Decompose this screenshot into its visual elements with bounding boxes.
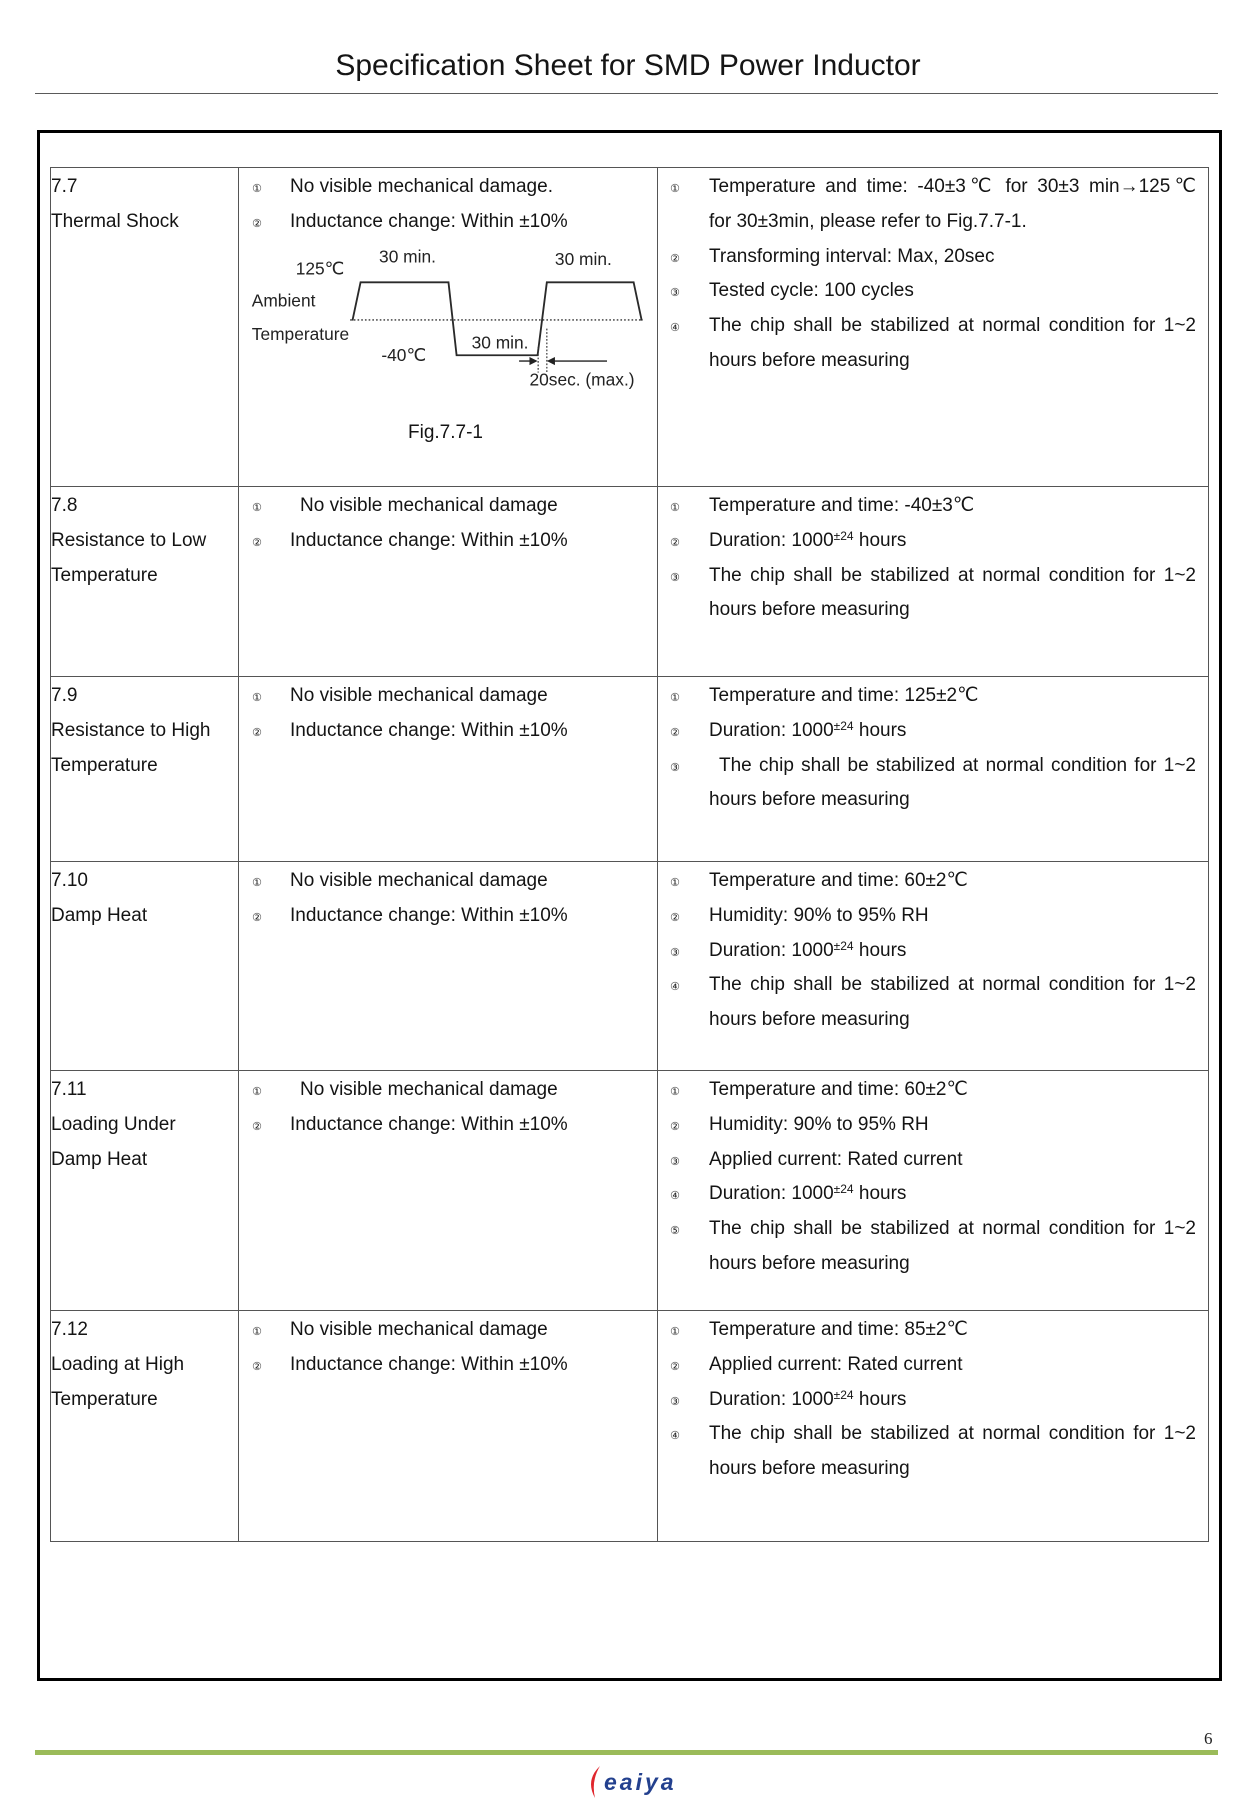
bottom-duration-label: 30 min. [471, 332, 529, 353]
condition-item [658, 524, 1208, 559]
condition-text: Temperature and time: 85±2℃ [709, 1319, 968, 1340]
condition-text-tail: hours [853, 939, 907, 961]
circled-number-marker: ② [670, 535, 680, 549]
condition-text-tail: hours [853, 1183, 907, 1205]
circled-number-marker: ① [670, 1085, 680, 1098]
duration-tolerance: ±24 [833, 938, 854, 953]
condition-item [658, 749, 1208, 819]
circled-number-marker: ① [670, 1325, 680, 1338]
item-number: 7.8 [51, 495, 78, 516]
condition-item [658, 1348, 1208, 1383]
condition-item [658, 1212, 1208, 1282]
requirement-text: Inductance change: Within ±10% [290, 210, 568, 232]
figure-caption: Fig.7.7-1 [408, 422, 483, 443]
circled-number-marker: ① [670, 501, 680, 514]
condition-text-line: hours before measuring [709, 789, 910, 811]
circled-number-marker: ① [252, 182, 262, 195]
condition-text-line: for 30±3min, please refer to Fig.7.7-1. [709, 210, 1027, 232]
condition-text: Humidity: 90% to 95% RH [709, 904, 929, 926]
requirement-item [239, 679, 657, 714]
requirement-item [239, 489, 657, 524]
condition-text-line: hours before measuring [709, 599, 910, 621]
condition-text: Duration: 1000 [709, 719, 834, 741]
condition-item [658, 968, 1208, 1038]
condition-text: Temperature and time: 60±2℃ [709, 1079, 968, 1100]
condition-text-line: hours before measuring [709, 1458, 910, 1480]
item-number: 7.7 [51, 176, 78, 197]
condition-item [658, 1143, 1208, 1178]
condition-cell [658, 1311, 1209, 1542]
circled-number-marker: ① [252, 1085, 262, 1098]
condition-item [658, 1073, 1208, 1108]
requirement-cell [239, 1071, 658, 1311]
condition-item [658, 864, 1208, 899]
requirement-item [239, 714, 657, 749]
condition-text: Duration: 1000 [709, 1388, 834, 1410]
condition-item [658, 489, 1208, 524]
item-name-line: Damp Heat [51, 904, 148, 926]
condition-item [658, 714, 1208, 749]
item-name-line: Damp Heat [51, 1148, 148, 1170]
requirement-item [239, 205, 657, 240]
requirement-cell [239, 677, 658, 862]
item-name-line: Resistance to Low [51, 529, 207, 551]
item-number: 7.12 [51, 1319, 88, 1340]
requirement-cell [239, 1311, 658, 1542]
circled-number-marker: ① [670, 691, 680, 704]
circled-number-marker: ③ [670, 1394, 680, 1408]
circled-number-marker: ③ [670, 760, 680, 774]
top-duration-label-1: 30 min. [379, 246, 436, 267]
requirement-text: Inductance change: Within ±10% [290, 904, 568, 926]
item-number: 7.11 [51, 1079, 87, 1100]
interval-arrowhead-right [547, 357, 555, 365]
thermal-shock-profile-diagram [246, 243, 646, 396]
test-item-cell [51, 862, 239, 1071]
condition-item [658, 679, 1208, 714]
test-item-cell [51, 487, 239, 677]
condition-text-line: hours before measuring [709, 349, 910, 371]
condition-item [658, 274, 1208, 309]
condition-text: Temperature and time: 125±2℃ [709, 685, 979, 706]
duration-tolerance: ±24 [833, 718, 854, 733]
condition-item [658, 1177, 1208, 1212]
circled-number-marker: ① [252, 691, 262, 704]
footer-divider [35, 1750, 1218, 1755]
condition-text-tail: hours [853, 719, 907, 741]
requirement-item [239, 1348, 657, 1383]
circled-number-marker: ② [670, 251, 680, 265]
circled-number-marker: ② [670, 1359, 680, 1373]
page-title: Specification Sheet for SMD Power Inductor [335, 49, 921, 82]
requirement-item [239, 1108, 657, 1143]
circled-number-marker: ③ [670, 286, 680, 300]
requirement-text: No visible mechanical damage [300, 495, 558, 516]
item-name-line: Temperature [51, 1388, 158, 1410]
condition-text-line: The chip shall be stabilized at normal condition for 1~2 [709, 974, 1196, 996]
test-item-cell [51, 1311, 239, 1542]
logo-swoosh-shape [591, 1766, 600, 1798]
item-name-line: Thermal Shock [51, 210, 179, 232]
circled-number-marker: ④ [670, 1429, 680, 1443]
condition-text-line: The chip shall be stabilized at normal condition for 1~2 [719, 754, 1196, 776]
condition-text-tail: hours [853, 529, 907, 551]
test-item-cell [51, 168, 239, 487]
condition-cell [658, 862, 1209, 1071]
duration-tolerance: ±24 [833, 1387, 854, 1402]
circled-number-marker: ① [252, 876, 262, 889]
top-duration-label-2: 30 min. [554, 249, 612, 270]
requirement-text: No visible mechanical damage [300, 1079, 558, 1100]
condition-item [658, 1383, 1208, 1418]
condition-text-line: The chip shall be stabilized at normal condition for 1~2 [709, 315, 1196, 337]
condition-text: Applied current: Rated current [709, 1148, 963, 1170]
requirement-text: No visible mechanical damage. [290, 176, 553, 197]
requirement-cell [239, 862, 658, 1071]
condition-text-tail: hours [853, 1388, 907, 1410]
item-name-line: Resistance to High [51, 719, 211, 741]
test-item-cell [51, 1071, 239, 1311]
requirement-item [239, 1313, 657, 1348]
condition-text-line: Temperature and time: -40±3℃ for 30±3 min→125℃ [709, 176, 1196, 197]
duration-tolerance: ±24 [833, 1182, 854, 1197]
requirement-text: Inductance change: Within ±10% [290, 719, 568, 741]
requirement-item [239, 864, 657, 899]
company-logo-text: eaiya [604, 1769, 677, 1795]
condition-item [658, 1313, 1208, 1348]
requirement-item [239, 899, 657, 934]
circled-number-marker: ① [670, 182, 680, 195]
condition-cell [658, 1071, 1209, 1311]
condition-item [658, 309, 1208, 379]
condition-cell [658, 487, 1209, 677]
circled-number-marker: ② [252, 535, 262, 549]
condition-item [658, 1417, 1208, 1487]
circled-number-marker: ② [670, 1119, 680, 1133]
condition-text-line: hours before measuring [709, 1252, 910, 1274]
table-row [51, 487, 1209, 677]
circled-number-marker: ② [252, 1359, 262, 1373]
condition-cell [658, 168, 1209, 487]
condition-text: Temperature and time: 60±2℃ [709, 870, 968, 891]
table-row [51, 1311, 1209, 1542]
condition-item [658, 934, 1208, 969]
circled-number-marker: ③ [670, 945, 680, 959]
condition-text: Applied current: Rated current [709, 1353, 963, 1375]
condition-item [658, 240, 1208, 275]
circled-number-marker: ① [252, 501, 262, 514]
condition-text: Tested cycle: 100 cycles [709, 280, 914, 302]
circled-number-marker: ① [670, 876, 680, 889]
title-divider [35, 93, 1218, 94]
item-name-line: Loading at High [51, 1353, 185, 1375]
item-name-line: Temperature [51, 754, 158, 776]
condition-text: Temperature and time: -40±3℃ [709, 495, 975, 516]
circled-number-marker: ④ [670, 980, 680, 994]
requirement-item [239, 524, 657, 559]
circled-number-marker: ③ [670, 1154, 680, 1168]
item-number: 7.10 [51, 870, 88, 891]
requirement-text: Inductance change: Within ±10% [290, 1353, 568, 1375]
requirement-text: Inductance change: Within ±10% [290, 529, 568, 551]
condition-text: Humidity: 90% to 95% RH [709, 1113, 929, 1135]
requirement-text: No visible mechanical damage [290, 870, 548, 891]
table-row [51, 862, 1209, 1071]
circled-number-marker: ④ [670, 1189, 680, 1203]
page-number: 6 [1204, 1729, 1213, 1748]
circled-number-marker: ④ [670, 321, 680, 335]
ambient-label: Ambient [251, 290, 316, 311]
requirement-cell [239, 487, 658, 677]
table-row [51, 677, 1209, 862]
condition-item [658, 170, 1208, 240]
item-number: 7.9 [51, 685, 78, 706]
circled-number-marker: ⑤ [670, 1224, 680, 1238]
condition-text-line: The chip shall be stabilized at normal condition for 1~2 [709, 1423, 1196, 1445]
condition-item [658, 899, 1208, 934]
high-temp-label: 125℃ [295, 258, 345, 279]
condition-item [658, 559, 1208, 629]
requirement-item [239, 1073, 657, 1108]
condition-text: Transforming interval: Max, 20sec [709, 245, 995, 267]
condition-text-line: The chip shall be stabilized at normal condition for 1~2 [709, 564, 1196, 586]
circled-number-marker: ① [252, 1325, 262, 1338]
condition-cell [658, 677, 1209, 862]
circled-number-marker: ② [252, 910, 262, 924]
circled-number-marker: ② [670, 725, 680, 739]
item-name-line: Loading Under [51, 1113, 176, 1135]
requirement-text: No visible mechanical damage [290, 1319, 548, 1340]
condition-text: Duration: 1000 [709, 939, 834, 961]
interval-arrowhead-left [529, 357, 537, 365]
condition-text: Duration: 1000 [709, 529, 834, 551]
condition-text: Duration: 1000 [709, 1183, 834, 1205]
item-name-line: Temperature [51, 564, 158, 586]
circled-number-marker: ② [252, 1119, 262, 1133]
condition-item [658, 1108, 1208, 1143]
condition-text-line: The chip shall be stabilized at normal condition for 1~2 [709, 1218, 1196, 1240]
test-item-cell [51, 677, 239, 862]
circled-number-marker: ② [252, 216, 262, 230]
requirement-item [239, 170, 657, 205]
table-row [51, 1071, 1209, 1311]
interval-label: 20sec. (max.) [529, 369, 635, 390]
circled-number-marker: ③ [670, 570, 680, 584]
low-temp-label: -40℃ [381, 345, 426, 366]
circled-number-marker: ② [670, 910, 680, 924]
duration-tolerance: ±24 [833, 528, 854, 543]
circled-number-marker: ② [252, 725, 262, 739]
requirement-text: Inductance change: Within ±10% [290, 1113, 568, 1135]
logo-swoosh-icon [588, 1765, 602, 1799]
requirement-text: No visible mechanical damage [290, 685, 548, 706]
condition-text-line: hours before measuring [709, 1009, 910, 1031]
temperature-label: Temperature [251, 324, 350, 345]
